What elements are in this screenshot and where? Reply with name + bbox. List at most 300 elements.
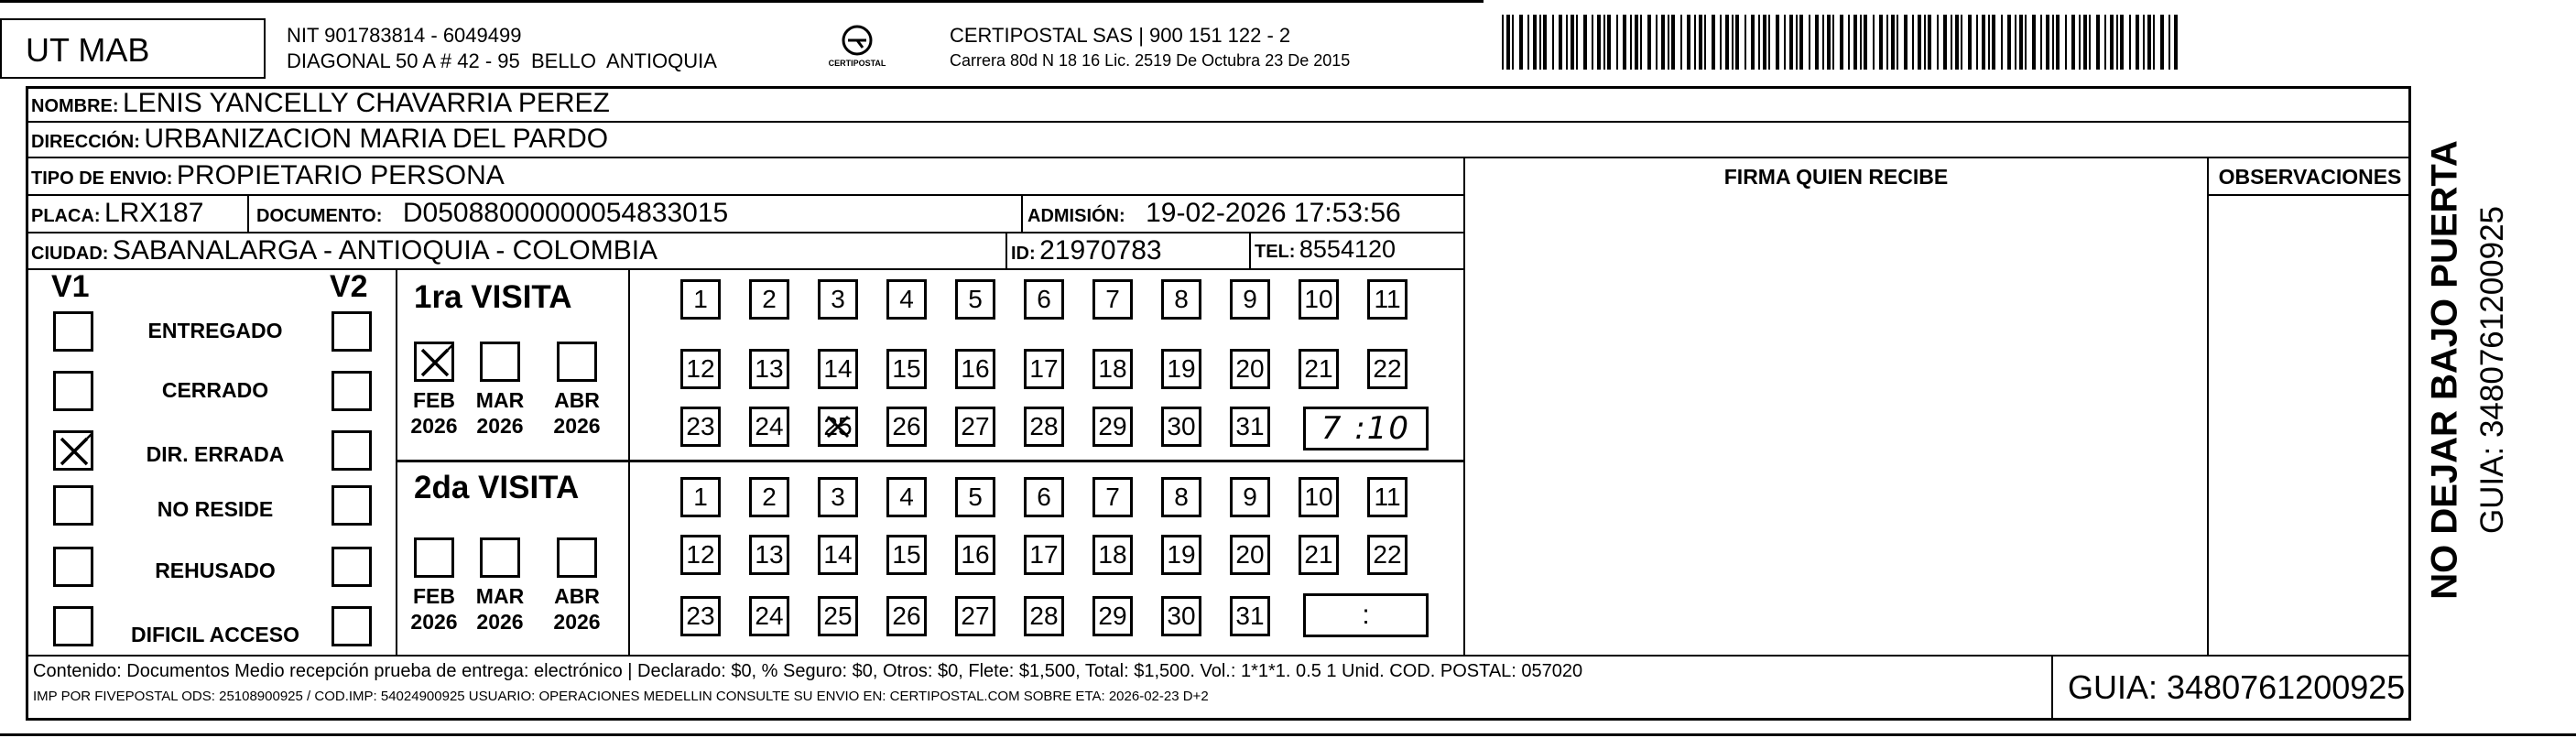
day-box[interactable]: [1367, 535, 1408, 575]
month-year: 2026: [476, 414, 524, 438]
day-number: 3: [831, 483, 845, 511]
day-box[interactable]: [1299, 279, 1339, 320]
plate-label: PLACA:: [31, 206, 101, 226]
barcode-bar: [1758, 15, 1760, 70]
month-year: 2026: [410, 414, 458, 438]
day-number: 14: [823, 354, 853, 383]
day-box[interactable]: [1092, 596, 1133, 636]
day-number: 6: [1037, 483, 1051, 511]
barcode-bar: [1671, 15, 1675, 70]
day-number: 4: [899, 483, 914, 511]
barcode-bar: [1763, 15, 1766, 70]
barcode-bar: [1623, 15, 1626, 70]
v1-checkbox[interactable]: [53, 606, 93, 646]
day-number: 20: [1235, 354, 1265, 383]
barcode-bar: [1799, 15, 1803, 70]
reason-label: DIR. ERRADA: [146, 442, 285, 466]
barcode-bar: [1918, 15, 1921, 70]
day-box[interactable]: [1161, 279, 1201, 320]
v2-checkbox[interactable]: [332, 485, 372, 526]
day-box[interactable]: [680, 477, 721, 517]
barcode-bar: [1873, 15, 1875, 70]
footer-imp: IMP POR FIVEPOSTAL ODS: 25108900925 / COD.IMP: 54024900925 USUARIO: OPERACIONES MEDELLIN CONSULTE SU ENVIO EN: CERTIPOSTAL.COM SOBRE ETA: 2026-02-23 D+2: [33, 689, 1209, 704]
day-number: 8: [1174, 483, 1189, 511]
side-note-guide: GUIA: 3480761200925: [2474, 205, 2510, 535]
carrier-name: CERTIPOSTAL SAS | 900 151 122 - 2: [950, 24, 1291, 47]
barcode-bar: [2019, 15, 2023, 70]
barcode-bar: [2007, 15, 2011, 70]
name-label: NOMBRE:: [31, 96, 119, 116]
barcode-bar: [1519, 15, 1523, 70]
barcode-bar: [1891, 15, 1895, 70]
day-box[interactable]: [1230, 349, 1270, 389]
barcode-bar: [1592, 15, 1593, 70]
day-box[interactable]: [1024, 349, 1064, 389]
month-checkbox[interactable]: [557, 342, 597, 382]
v1-checkbox[interactable]: [53, 371, 93, 411]
company-name: UT MAB: [26, 31, 150, 69]
day-number: 17: [1029, 540, 1059, 569]
day-box[interactable]: [1092, 349, 1133, 389]
barcode-bar: [2174, 15, 2178, 70]
barcode: [1502, 15, 2181, 71]
day-box[interactable]: [1161, 596, 1201, 636]
v2-checkbox[interactable]: [332, 547, 372, 587]
barcode-bar: [1527, 15, 1529, 70]
first-visit-time: 7 :10: [1321, 410, 1411, 447]
reason-label: DIFICIL ACCESO: [130, 623, 299, 646]
day-number: 25: [823, 602, 853, 630]
city-row: [31, 235, 658, 266]
col-line-admission: [1021, 194, 1023, 232]
barcode-bar: [1597, 15, 1601, 70]
row-line-obs: [2207, 194, 2411, 196]
tel-value: 8554120: [1299, 235, 1397, 263]
barcode-bar: [2025, 15, 2027, 70]
barcode-bar: [1768, 15, 1770, 70]
second-visit-time-box[interactable]: [1303, 593, 1429, 637]
month-checkbox[interactable]: [480, 342, 520, 382]
name-row: [31, 88, 610, 119]
address-label: DIRECCIÓN:: [31, 132, 140, 152]
v2-checkbox[interactable]: [332, 430, 372, 471]
day-box[interactable]: [1299, 349, 1339, 389]
day-number: 23: [686, 412, 715, 440]
day-box[interactable]: [955, 279, 995, 320]
barcode-bar: [1656, 15, 1658, 70]
barcode-bar: [1796, 15, 1798, 70]
name-value: LENIS YANCELLY CHAVARRIA PEREZ: [123, 88, 610, 118]
day-box[interactable]: [680, 349, 721, 389]
day-box[interactable]: [1161, 407, 1201, 447]
barcode-bar: [1506, 15, 1510, 70]
v1-checkbox[interactable]: [53, 547, 93, 587]
day-box[interactable]: [1024, 477, 1064, 517]
day-box[interactable]: [749, 596, 789, 636]
barcode-bar: [1924, 15, 1926, 70]
first-visit-time-box[interactable]: [1303, 407, 1429, 450]
day-box[interactable]: [1230, 477, 1270, 517]
barcode-bar: [1848, 15, 1850, 70]
bottom-border: [0, 733, 2576, 736]
barcode-bar: [1630, 15, 1632, 70]
month-label: FEB: [413, 388, 455, 412]
day-box[interactable]: [886, 349, 927, 389]
barcode-bar: [1687, 15, 1690, 70]
signature-header: FIRMA QUIEN RECIBE: [1723, 165, 1949, 189]
type-row: [31, 160, 505, 191]
plate-row: [31, 198, 203, 229]
first-visit-title: 1ra VISITA: [414, 279, 572, 315]
row-line-4: [26, 232, 1463, 233]
barcode-bar: [2168, 15, 2170, 70]
day-box[interactable]: [680, 596, 721, 636]
day-box[interactable]: [1230, 596, 1270, 636]
barcode-bar: [1832, 15, 1834, 70]
day-number: 30: [1167, 412, 1196, 440]
col-line-signature: [1463, 157, 1465, 655]
day-number: 11: [1374, 285, 1401, 313]
day-number: 31: [1235, 602, 1265, 630]
day-number: 6: [1037, 285, 1051, 313]
v1-checkbox[interactable]: [53, 485, 93, 526]
day-number: 1: [693, 483, 708, 511]
barcode-bar: [1571, 15, 1574, 70]
day-box[interactable]: [1299, 535, 1339, 575]
barcode-bar: [1968, 15, 1972, 70]
day-box[interactable]: [818, 535, 858, 575]
footer-guide: GUIA: 3480761200925: [2068, 668, 2406, 706]
barcode-bar: [2015, 15, 2016, 70]
day-number: 19: [1167, 540, 1196, 569]
month-label: ABR: [554, 388, 600, 412]
barcode-bar: [1864, 15, 1867, 70]
day-box[interactable]: [749, 349, 789, 389]
barcode-bar: [1784, 15, 1786, 70]
day-number: 9: [1243, 483, 1257, 511]
day-number: 19: [1167, 354, 1196, 383]
barcode-bar: [2056, 15, 2060, 70]
day-number: 17: [1029, 354, 1059, 383]
day-box[interactable]: [1024, 407, 1064, 447]
address-value: URBANIZACION MARIA DEL PARDO: [144, 124, 609, 154]
barcode-bar: [1928, 15, 1931, 70]
day-box[interactable]: [680, 279, 721, 320]
barcode-bar: [2083, 15, 2087, 70]
day-number: 8: [1174, 285, 1189, 313]
row-line-3: [26, 194, 1463, 196]
type-label: TIPO DE ENVIO:: [31, 168, 173, 189]
barcode-bar: [2089, 15, 2091, 70]
month-checkbox[interactable]: [480, 537, 520, 578]
day-box[interactable]: [818, 477, 858, 517]
v1-checkbox[interactable]: [53, 311, 93, 352]
day-number: 13: [755, 540, 784, 569]
day-number: 29: [1098, 412, 1127, 440]
address-row: [31, 124, 608, 155]
day-box[interactable]: [1092, 477, 1133, 517]
carrier-license: Carrera 80d N 18 16 Lic. 2519 De Octubra 23 De 2015: [950, 51, 1351, 70]
barcode-bar: [2153, 15, 2155, 70]
day-number: 14: [823, 540, 853, 569]
barcode-bar: [2136, 15, 2139, 70]
day-box[interactable]: [1367, 349, 1408, 389]
day-number: 31: [1235, 412, 1265, 440]
barcode-bar: [1776, 15, 1779, 70]
day-box[interactable]: [1092, 535, 1133, 575]
day-box[interactable]: [680, 535, 721, 575]
reason-label: NO RESIDE: [157, 497, 274, 521]
month-year: 2026: [553, 610, 601, 634]
day-box[interactable]: [1161, 477, 1201, 517]
day-number: 28: [1029, 602, 1059, 630]
day-number: 9: [1243, 285, 1257, 313]
month-checkbox[interactable]: [414, 342, 454, 382]
barcode-bar: [1635, 15, 1638, 70]
day-number: 22: [1373, 354, 1402, 383]
day-box[interactable]: [955, 349, 995, 389]
day-box[interactable]: [886, 279, 927, 320]
day-number: 30: [1167, 602, 1196, 630]
barcode-bar: [1840, 15, 1843, 70]
id-value: 21970783: [1039, 235, 1162, 266]
day-box[interactable]: [1367, 279, 1408, 320]
tel-row: [1255, 235, 1396, 264]
day-box[interactable]: [749, 279, 789, 320]
barcode-bar: [2032, 15, 2036, 70]
barcode-bar: [1860, 15, 1862, 70]
month-label: ABR: [554, 584, 600, 608]
day-box[interactable]: [1230, 407, 1270, 447]
day-number: 24: [755, 602, 784, 630]
day-number: 24: [755, 412, 784, 440]
day-box[interactable]: [886, 477, 927, 517]
month-year: 2026: [553, 414, 601, 438]
barcode-bar: [1815, 15, 1819, 70]
barcode-bar: [2046, 15, 2049, 70]
barcode-bar: [1955, 15, 1959, 70]
day-box[interactable]: [1024, 596, 1064, 636]
barcode-bar: [1853, 15, 1857, 70]
sender-address: DIAGONAL 50 A # 42 - 95 BELLO ANTIOQUIA: [287, 49, 717, 72]
col-line-plate: [247, 194, 249, 232]
barcode-bar: [2110, 15, 2114, 70]
day-box[interactable]: [1161, 349, 1201, 389]
admission-label: ADMISIÓN:: [1027, 206, 1125, 226]
barcode-bar: [2096, 15, 2100, 70]
v1-label: V1: [51, 269, 90, 304]
day-box[interactable]: [680, 407, 721, 447]
second-visit-title: 2da VISITA: [414, 470, 580, 505]
day-number: 26: [892, 412, 921, 440]
admission-value: 19-02-2026 17:53:56: [1146, 198, 1401, 228]
day-box[interactable]: [1230, 279, 1270, 320]
barcode-bar: [1647, 15, 1651, 70]
barcode-bar: [1539, 15, 1541, 70]
observations-header: OBSERVACIONES: [2218, 165, 2402, 189]
barcode-bar: [1904, 15, 1908, 70]
barcode-bar: [2160, 15, 2164, 70]
barcode-bar: [2104, 15, 2106, 70]
v2-checkbox[interactable]: [332, 371, 372, 411]
day-number: 16: [961, 540, 990, 569]
day-box[interactable]: [818, 407, 858, 447]
barcode-bar: [1720, 15, 1722, 70]
barcode-bar: [2143, 15, 2145, 70]
day-number: 15: [892, 540, 921, 569]
nit-text: NIT 901783814 - 6049499: [287, 24, 522, 47]
tel-label: TEL:: [1255, 242, 1296, 262]
day-number: 10: [1304, 483, 1333, 511]
month-year: 2026: [476, 610, 524, 634]
reason-label: ENTREGADO: [147, 319, 283, 342]
day-box[interactable]: [886, 535, 927, 575]
day-box[interactable]: [749, 477, 789, 517]
day-number: 18: [1098, 354, 1127, 383]
day-number: 3: [831, 285, 845, 313]
day-box[interactable]: [749, 535, 789, 575]
top-border: [0, 0, 1484, 3]
barcode-bar: [2120, 15, 2124, 70]
barcode-bar: [1827, 15, 1831, 70]
day-box[interactable]: [1161, 535, 1201, 575]
day-number: 13: [755, 354, 784, 383]
barcode-bar: [1992, 15, 1995, 70]
day-number: 5: [968, 285, 983, 313]
barcode-bar: [1735, 15, 1739, 70]
day-number: 21: [1304, 540, 1333, 569]
document-value: D05088000000054833015: [402, 198, 729, 228]
id-label: ID:: [1011, 244, 1036, 264]
id-row: [1011, 235, 1162, 266]
barcode-bar: [1533, 15, 1537, 70]
day-box[interactable]: [955, 477, 995, 517]
day-number: 11: [1374, 483, 1401, 511]
barcode-bar: [2071, 15, 2075, 70]
day-number: 2: [762, 285, 777, 313]
reason-label: REHUSADO: [155, 559, 276, 582]
col-line-observations: [2207, 157, 2209, 655]
side-note-title: NO DEJAR BAJO PUERTA: [2424, 140, 2465, 600]
barcode-bar: [1699, 15, 1702, 70]
barcode-bar: [1576, 15, 1578, 70]
city-value: SABANALARGA - ANTIOQUIA - COLOMBIA: [112, 235, 658, 266]
barcode-bar: [1751, 15, 1755, 70]
day-box[interactable]: [1024, 279, 1064, 320]
row-line-5: [26, 268, 1463, 270]
barcode-bar: [1502, 15, 1504, 70]
v2-checkbox[interactable]: [332, 606, 372, 646]
admission-row: [1027, 198, 1401, 229]
day-box[interactable]: [818, 596, 858, 636]
day-number: 27: [961, 412, 990, 440]
col-line-tel: [1249, 232, 1251, 268]
row-line-footer: [26, 655, 2411, 657]
day-number: 18: [1098, 540, 1127, 569]
barcode-bar: [1732, 15, 1734, 70]
barcode-bar: [1607, 15, 1611, 70]
barcode-bar: [1951, 15, 1952, 70]
barcode-bar: [1879, 15, 1883, 70]
day-number: 5: [968, 483, 983, 511]
day-box[interactable]: [955, 535, 995, 575]
barcode-bar: [1694, 15, 1696, 70]
barcode-bar: [2116, 15, 2118, 70]
day-number: 12: [686, 354, 715, 383]
barcode-bar: [2065, 15, 2067, 70]
barcode-bar: [1961, 15, 1962, 70]
day-box[interactable]: [1299, 477, 1339, 517]
type-value: PROPIETARIO PERSONA: [176, 160, 505, 190]
day-box[interactable]: [1367, 477, 1408, 517]
barcode-bar: [1640, 15, 1642, 70]
barcode-bar: [2001, 15, 2003, 70]
barcode-bar: [1725, 15, 1729, 70]
month-label: MAR: [475, 584, 525, 608]
certipostal-logo: [811, 20, 903, 75]
v2-label: V2: [330, 269, 368, 304]
day-box[interactable]: [1092, 279, 1133, 320]
day-number: 20: [1235, 540, 1265, 569]
day-box[interactable]: [1092, 407, 1133, 447]
barcode-bar: [1512, 15, 1514, 70]
day-number: 2: [762, 483, 777, 511]
day-number: 10: [1304, 285, 1333, 313]
barcode-bar: [1822, 15, 1824, 70]
v2-checkbox[interactable]: [332, 311, 372, 352]
day-box[interactable]: [886, 596, 927, 636]
day-box[interactable]: [955, 596, 995, 636]
reason-label: CERRADO: [161, 378, 269, 402]
barcode-bar: [1976, 15, 1978, 70]
day-number: 16: [961, 354, 990, 383]
barcode-bar: [1943, 15, 1947, 70]
footer-content: Contenido: Documentos Medio recepción prueba de entrega: electrónico | Declarado: $0, % Seguro: $0, Otros: $0, Flete: $1,500, Total: $1,500. Vol.: 1*1*1. 0.5 1 Unid. COD. POSTAL: 057020: [33, 661, 1583, 681]
day-number: 28: [1029, 412, 1059, 440]
day-box[interactable]: [886, 407, 927, 447]
month-label: FEB: [413, 584, 455, 608]
day-number: 26: [892, 602, 921, 630]
row-line-1: [26, 121, 2411, 123]
barcode-bar: [1559, 15, 1562, 70]
day-box[interactable]: [818, 349, 858, 389]
month-checkbox[interactable]: [557, 537, 597, 578]
barcode-bar: [1603, 15, 1605, 70]
v1-checkbox[interactable]: [53, 430, 93, 471]
plate-value: LRX187: [104, 198, 204, 228]
barcode-bar: [2129, 15, 2131, 70]
day-number: 7: [1105, 285, 1120, 313]
barcode-bar: [1809, 15, 1810, 70]
barcode-bar: [1745, 15, 1746, 70]
day-number: 27: [961, 602, 990, 630]
month-checkbox[interactable]: [414, 537, 454, 578]
col-line-footer-guide: [2051, 655, 2053, 721]
day-box[interactable]: [955, 407, 995, 447]
day-number: 15: [892, 354, 921, 383]
day-box[interactable]: [1230, 535, 1270, 575]
barcode-bar: [1543, 15, 1547, 70]
month-label: MAR: [475, 388, 525, 412]
second-visit-time: :: [1362, 600, 1370, 630]
day-number: 22: [1373, 540, 1402, 569]
row-line-2: [26, 157, 2411, 158]
col-line-id: [1005, 232, 1007, 268]
day-box[interactable]: [818, 279, 858, 320]
day-box[interactable]: [749, 407, 789, 447]
day-box[interactable]: [1024, 535, 1064, 575]
logo-text: CERTIPOSTAL: [828, 59, 886, 68]
